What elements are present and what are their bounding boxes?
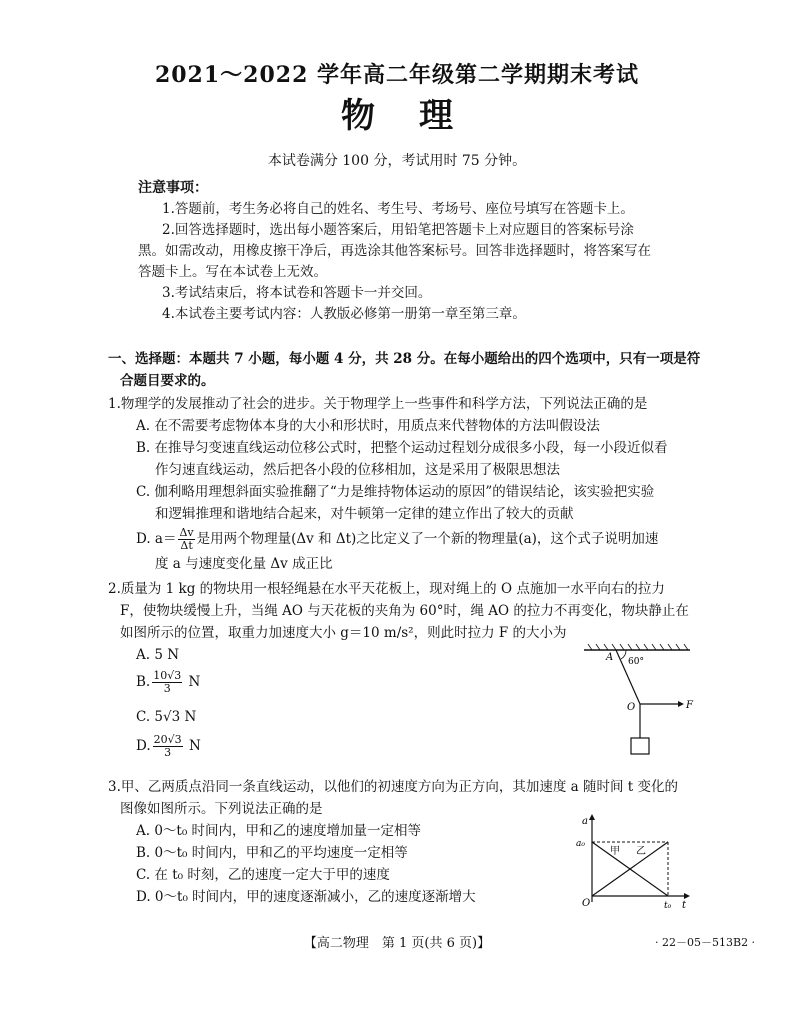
notice-item-2-line2: 黑。如需改动，用橡皮擦干净后，再选涂其他答案标号。回答非选择题时，将答案写在 [138,243,651,259]
axis-a-arrowhead [589,814,595,820]
q3-option-d: D. 0～t₀ 时间内，甲的速度逐渐减小，乙的速度逐渐增大 [136,889,476,905]
q1-option-d-line2: 度 a 与速度变化量 Δv 成正比 [155,556,333,572]
notice-heading: 注意事项： [138,180,208,196]
notice-item-2-line3: 答题卡上。写在本试卷上无效。 [138,264,327,280]
notice-item-1: 1.答题前，考生务必将自己的姓名、考生号、考场号、座位号填写在答题卡上。 [162,201,634,217]
q3-option-b: B. 0～t₀ 时间内，甲和乙的平均速度一定相等 [136,845,408,861]
q1-d-prefix: D. a＝ [136,531,177,547]
q2-stem-line3: 如图所示的位置，取重力加速度大小 g＝10 m/s²，则此时拉力 F 的大小为 [120,625,567,641]
q1-stem: 1.物理学的发展推动了社会的进步。关于物理学上一些事件和科学方法，下列说法正确的是 [108,396,648,412]
notice-item-3: 3.考试结束后，将本试卷和答题卡一并交回。 [162,285,432,301]
label-axis-t: t [682,900,687,911]
q3-stem-line2: 图像如图所示。下列说法正确的是 [120,801,323,817]
label-f: F [686,700,693,711]
page-footer: 【高二物理 第 1 页(共 6 页)】 [303,936,491,951]
q2-option-d [136,734,201,759]
angle-arc [621,650,626,659]
q2-option-c: C. 5√3 N [136,709,197,725]
q2-figure [578,642,698,762]
q1-option-c-line1: C. 伽利略用理想斜面实验推翻了“力是维持物体运动的原因”的错误结论，该实验把实验 [136,484,655,500]
q2-b-denominator: 3 [163,682,171,695]
q2-stem-line1: 2.质量为 1 kg 的物块用一根轻绳悬在水平天花板上，现对绳上的 O 点施加一水平向右的拉力 [108,581,665,597]
q2-d-fraction [153,734,183,759]
label-axis-a: a [582,816,588,827]
q2-d-unit: N [188,738,201,754]
q1-d-numerator: Δv [179,526,194,539]
exam-title: 2021～2022 学年高二年级第二学期期末考试 [154,62,640,88]
axis-t-arrowhead [684,893,690,899]
block [631,738,649,754]
exam-info: 本试卷满分 100 分，考试用时 75 分钟。 [267,153,527,169]
q3-option-a: A. 0～t₀ 时间内，甲和乙的速度增加量一定相等 [136,823,422,839]
q2-stem-line2: F，使物块缓慢上升，当绳 AO 与天花板的夹角为 60°时，绳 AO 的拉力不再变化，物块静止在 [120,603,689,619]
q2-b-fraction [152,670,182,695]
q2-option-a: A. 5 N [136,647,180,663]
q1-option-b-line1: B. 在推导匀变速直线运动位移公式时，把整个运动过程划分成很多小段，每一小段近似看 [136,440,668,456]
label-yi: 乙 [636,846,646,857]
label-a: A [606,652,614,663]
q2-b-numerator: 10√3 [153,669,182,682]
q2-d-numerator: 20√3 [153,733,182,746]
q1-d-denominator: Δt [180,539,193,552]
label-o: O [627,702,636,713]
label-origin: O [582,898,591,909]
section-heading-line2: 合题目要求的。 [120,373,215,389]
q3-figure [574,812,694,912]
q1-option-b-line2: 作匀速直线运动，然后把各小段的位移相加，这是采用了极限思想法 [155,462,560,478]
q2-d-denominator: 3 [164,746,172,759]
q1-d-rest: 是用两个物理量(Δv 和 Δt)之比定义了一个新的物理量(a)，这个式子说明加速 [196,531,659,547]
q3-stem-line1: 3.甲、乙两质点沿同一条直线运动，以他们的初速度方向为正方向，其加速度 a 随时间 t 变化的 [108,779,679,795]
q1-option-c-line2: 和逻辑推理和谐地结合起来，对牛顿第一定律的建立作出了较大的贡献 [155,506,574,522]
label-a0: a₀ [576,839,585,849]
q2-option-b [136,670,200,695]
label-jia: 甲 [610,846,620,857]
label-t0: t₀ [664,901,672,911]
notice-item-4: 4.本试卷主要考试内容：人教版必修第一册第一章至第三章。 [162,306,526,322]
q1-option-d-line1 [136,527,658,552]
paper-code: · 22－05－513B2 · [655,936,756,949]
q1-option-a: A. 在不需要考虑物体本身的大小和形状时，用质点来代替物体的方法叫假设法 [136,418,600,434]
force-f-arrowhead [678,701,684,707]
q2-d-prefix: D. [136,738,151,754]
q2-b-unit: N [188,674,201,690]
q1-d-fraction [178,527,194,552]
label-angle: 60° [628,657,644,667]
section-heading-line1: 一、选择题：本题共 7 小题，每小题 4 分，共 28 分。在每小题给出的四个选项中，只有一项是符 [108,351,701,367]
q2-b-prefix: B. [136,674,151,690]
notice-item-2-line1: 2.回答选择题时，选出每小题答案后，用铅笔把答题卡上对应题目的答案标号涂 [162,222,634,238]
subject-title: 物理 [341,96,497,136]
ceiling-hatch [588,644,688,650]
q3-option-c: C. 在 t₀ 时刻，乙的速度一定大于甲的速度 [136,867,390,883]
